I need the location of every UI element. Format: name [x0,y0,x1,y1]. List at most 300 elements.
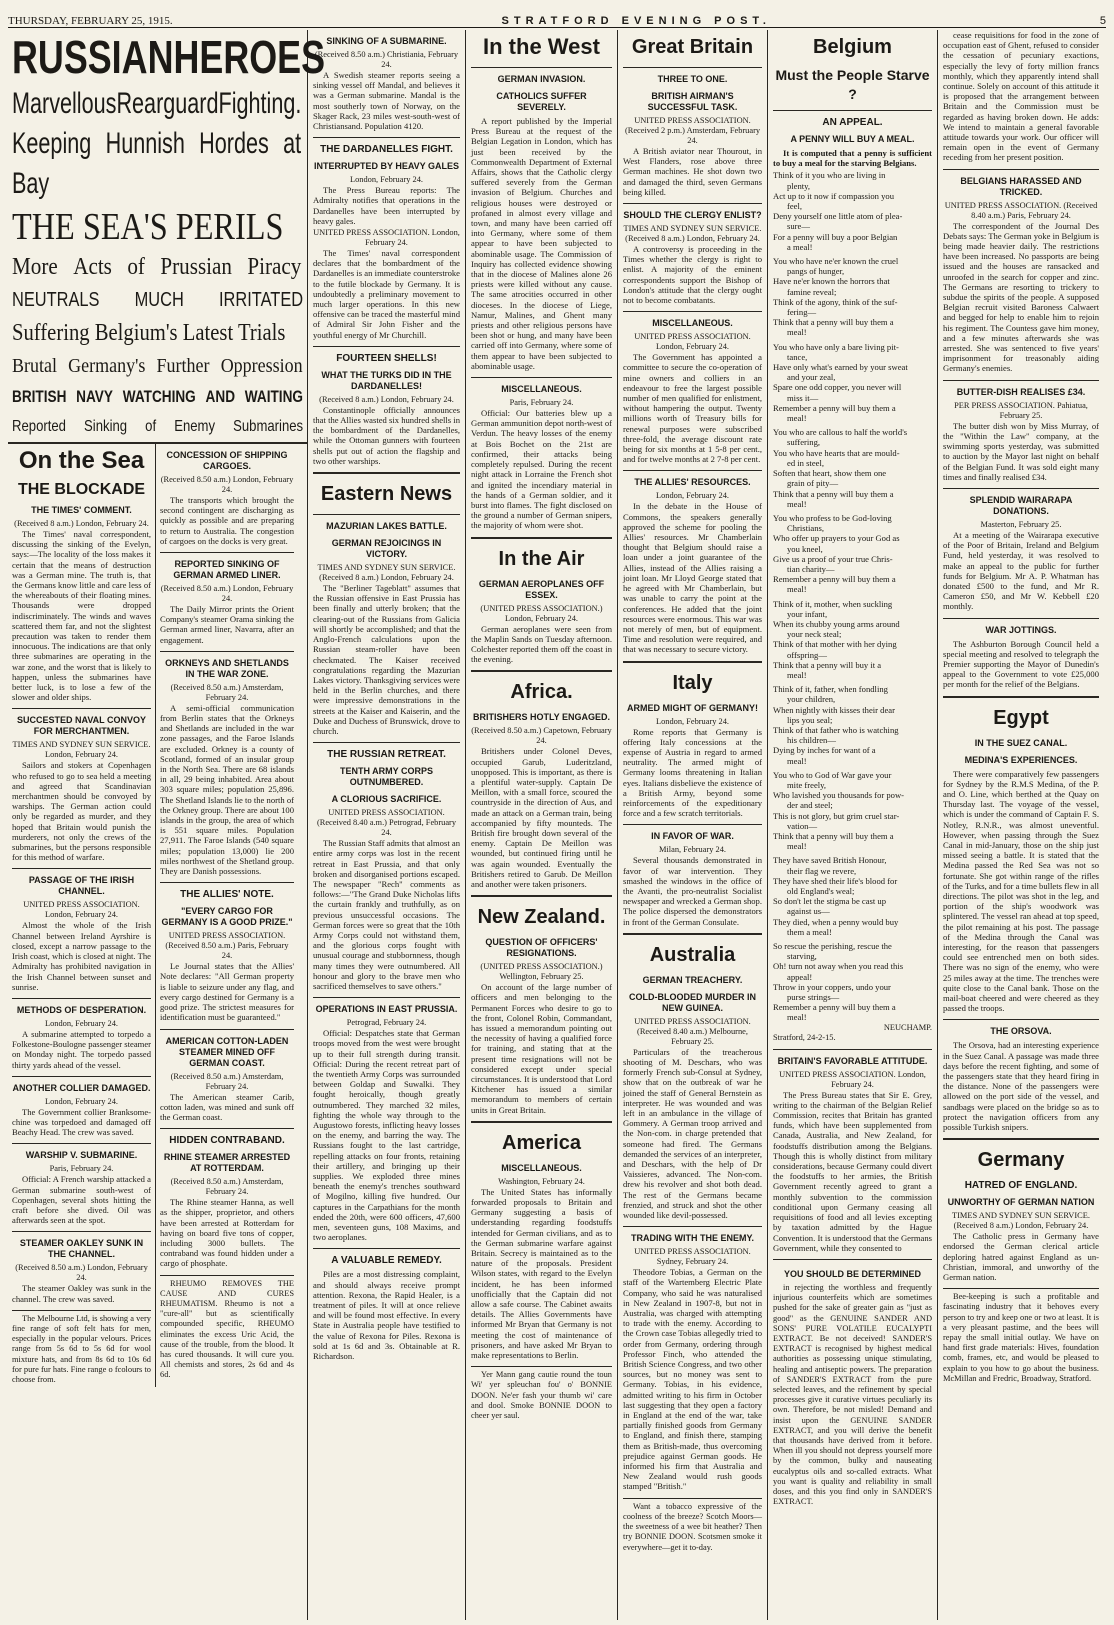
article-body: Constantinople officially announces that the Allies wasted six hundred shells in the bombardment of the Dardanelles, while the Ottoman gunners with fourteen shells put out of action the flagship and two other warships. [313,404,460,466]
article-heading: BUTTER-DISH REALISES £34. [956,386,1086,397]
dateline: (Received 8 a.m.) London, February 24. [319,394,454,404]
poem-line: a meal! [787,241,813,252]
poem-line: Act up to it now if compassion you [773,190,895,201]
article-heading: BRITISHERS HOTLY ENGAGED. [472,712,611,723]
dateline: London, February 24. [44,1096,119,1106]
section-eastern-news: Eastern News [320,483,453,506]
divider [313,1248,460,1249]
poem-dateline: Stratford, 24-2-15. [773,1032,836,1042]
dateline: UNITED PRESS ASSOCIATION. (Received 8.50 a.m.) Paris, February 24. [165,931,289,961]
poem-line: Think of it, father, when fondling [773,684,888,695]
poem-line: Oh! turn not away when you read this [773,961,904,972]
article-heading: SPLENDID WAIRARAPA DONATIONS. [969,494,1073,516]
divider [471,377,612,378]
divider [471,670,612,672]
poem-line: Throw in your coppers, undo your [773,981,891,992]
dateline: (Received 8.50 a.m.) Amsterdam, February 24. [170,1071,284,1091]
article-heading: TRADING WITH THE ENEMY. [631,1233,754,1244]
article-body: The steamer Oakley was sunk in the channel. The crew was saved. [12,1283,151,1304]
article-heading: A PENNY WILL BUY A MEAL. [790,134,915,144]
headline-neutrals: NEUTRALS MUCH IRRITATED [12,289,304,311]
starve-question: Must the People Starve ? [775,67,930,102]
article-heading: WARSHIP V. SUBMARINE. [25,1150,138,1161]
dateline: UNITED PRESS ASSOCIATION. (Received 2 p.m.) Amsterdam, February 24. [624,116,761,145]
dateline: Washington, February 24. [498,1176,585,1186]
divider [623,470,762,471]
article-body: There were comparatively few passengers for Sydney by the R.M.S Medina, of the P. and O. Line, which berthed at the Quay on Thursday last. The voyage of the vessel, which is under the command of Captain F. S. Notley, R.N.R., was almost uneventful. However, when passing through the Suez Canal in mid-January, those on the ship just missed seeing a battle. It is stated that the Medina passed the Red Sea was not so fortunate. She got within range of the rifles of the Turks, and for a time bullets flew in all directions. The pilot was shot in the leg, and portion of the ship's woodwork was splintered. The vessel ran ahead at top speed, the pilot remaining at his post. The passage of the Medina through the Canal was interesting, for the reason that passengers could see entrenched men on both sides. There was no sign of the enemy, who were 25 miles away at the time. The trenches were quite close to the Canal bank. Those on the mail-boat cheered and were cheered as they passed the troops. [943,768,1099,1014]
dateline: Paris, February 24. [509,398,574,408]
poem-line: against us— [787,906,830,917]
divider [160,552,294,553]
article-body: Particulars of the treacherous shooting of M. Deschars, who was formerly French sub-Consul at Sydney, show that on the outbreak of war he joined the staff of General Bernstein as interpreter. He was wounded and was left in an ambulance in the village of Gommery. A German troop arrived and the Non-com. in charge pretended that someone had fired. The Germans demanded the services of an interpreter, and Deschars, with the help of Dr Vaissieres, advanced. The Non-com. drew his revolver and shot both dead. The rest of the Germans became frenzied, and struck and shot the other wounded like devil-possessed. [623,1046,762,1221]
article-heading: THE ALLIES' NOTE. [180,889,274,901]
dateline: (Received 8.50 a.m.) Christiania, February 24. [314,50,459,69]
section-blockade: THE BLOCKADE [17,481,146,498]
article-heading: OPERATIONS IN EAST PRUSSIA. [315,1004,458,1015]
dateline: PER PRESS ASSOCIATION. Pahiatua, February 25. [954,400,1088,420]
dateline: Petrograd, February 24. [346,1018,427,1028]
article-body: A submarine attempted to torpedo a Folkestone-Boulogne passenger steamer on Monday night. The torpedo passed thirty yards ahead of the vessel. [12,1028,151,1070]
section-italy: Italy [672,671,713,694]
article-body: Piles are a most distressing complaint, and should always receive prompt attention. Rexona, the Rapid Healer, is a treatment of piles. It will at once relieve and will be found most effective. In every State in Australia people have testified to the value of Rexona for Piles. Rexona is sold at 1s 6d and 3s. Obtainable at R. Richardson. [313,1269,460,1362]
article-body: Sailors and stokers at Copenhagen who refused to go to sea held a meeting and agreed that Scandinavian merchantmen should be convoyed by warships. The German action could only be regarded as murder, and they hoped that Britain would punish the murderers, not only the crews of the submarines, but the persons responsible for this method of warfare. [12,760,151,863]
article-heading: MISCELLANEOUS. [501,1162,582,1173]
divider [943,380,1099,381]
dateline: TIMES AND SYDNEY SUN SERVICE. (Received 8 a.m.) London, February 24. [952,1211,1090,1231]
poem-line: You who profess to be God-loving [773,512,892,523]
divider [623,1226,762,1227]
article-heading: INTERRUPTED BY HEAVY GALES [313,161,460,172]
divider [12,868,151,869]
column-5 [768,30,938,1620]
column-3 [466,30,618,1620]
article-heading: UNWORTHY OF GERMAN NATION [947,1197,1095,1208]
article-heading: ORKNEYS AND SHETLANDS IN THE WAR ZONE. [165,657,289,679]
masthead [8,6,1106,28]
article-heading: BRITAIN'S FAVORABLE ATTITUDE. [777,1055,928,1066]
article-body: The Press Bureau reports: The Admiralty notifies that operations in the Dardanelles have been interrupted by heavy gales. [313,185,460,226]
appeal-poem [773,170,932,1022]
article-body: Britishers under Colonel Deves, occupied Garub, Luderitzland, unopposed. This is important, as there is a plentiful water-supply. Captain De Meillon, with a small force, scoured the countryside in the direction of Aus, and made an attack on a German train, being accompanied by fifty mounteds. The British fire brought down several of the enemy. Captain De Meillon was wounded, but continued firing until he was again wounded. Eventually the Britishers retired to Garub. De Meillon and another were taken prisoners. [471,746,612,889]
headline-russian-heroes: RUSSIAN HEROES [12,31,326,83]
article-body: The Times' naval correspondent, discussing the sinking of the Evelyn, says:—The locality of the loss makes it certain that the means of destruction was a German mine. The truth is, that the Germans know little and care less of the whereabouts of their floating mines. Thousands were dropped indiscriminately. The winds and waves scattered them far, and not the slightest precaution was taken to render them innocuous. The indications are that only three submarines are operating in the war zone, and the worst that is likely to happen, unless the submarines have better luck, is to lose a few of the slower and older ships. [12,529,151,703]
divider [773,1049,932,1050]
dateline: Masterton, February 25. [980,519,1062,529]
poem-line: You who have ne'er known the cruel [773,256,899,267]
dateline: TIMES AND SYDNEY SUN SERVICE. (Received 8 a.m.) London, February 24. [623,224,762,244]
article-body: The Ashburton Borough Council held a special meeting and resolved to telegraph the Premier supporting the Mayor of Dunedin's appeal to the Government to vote £25,000 per month for the relief of the Belgians. [943,638,1099,690]
divider [943,1138,1099,1140]
poem-line: You who are callous to half the world's [773,427,908,438]
poem-line: Deny yourself one little atom of plea- [773,211,903,222]
article-body: A semi-official communication from Berlin states that the Orkneys and Shetlands are included in the war zone passages, and the Faroe Islands are excluded. Orkney is a county of Scotland, formed of an insular group in the North Sea. There are 68 islands in all, 29 being inhabited. Area about 303 square miles; population 25,896. The Shetland Islands lie to the north of the Orkney group. There are about 100 islands in the group, the area of which is 551 square miles. Population 27,911. The Faroe Islands (540 square miles; population 13,000) lie 200 miles northwest of the Shetland group. They are Danish possessions. [160,702,294,877]
divider [943,618,1099,619]
divider [12,1076,151,1077]
poem-line: Remember a penny will buy them a [773,402,896,413]
article-heading: STEAMER OAKLEY SUNK IN THE CHANNEL. [19,1238,144,1260]
divider [471,895,612,897]
article-body: The Press Bureau states that Sir E. Grey, writing to the chairman of the Belgian Relief Commission, recites that Britain has granted funds, which have been supplemented from Canada, Australia, and New Zealand, for foodstuffs distribution among the Belgians. Though this is wholly distinct from military considerations, because Germany could divert the foodstuffs to her armies, the British Government recently agreed to grant a monthly subvention to the commission conditional upon Germany ceasing all requisitions of food and all levies excepting by taxation admitted by the Hague Convention. It is understood that the Germans Government, while they consented to [773,1089,932,1253]
poem-line: You who have hearts that are mould- [773,447,900,458]
poem-line: meal! [787,755,807,766]
article-heading: THREE TO ONE. [657,74,728,84]
article-heading: SINKING OF A SUBMARINE. [326,36,447,46]
poem-line: They have shed their life's blood for [773,875,898,886]
divider [623,67,762,68]
section-on-the-sea: On the Sea [18,447,145,474]
poem-line: them a meal! [787,926,832,937]
poem-line: miss it— [787,392,819,403]
article-body: Official: Despatches state that German troops moved from the west were brought up to their full strength during transit. Official: During the recent retreat part of the twentieth Army Corps was surrounded between Goldap and Suwalki. They fought heroically, though greatly outnumbered. They marched 32 miles, fighting the whole way through to the Augustowo forests, inflicting heavy losses on the enemy, and barring the way. The Russians fought to the last cartridge, repelling attacks on four fronts, retaining their artillery, and bringing up their supplies. We exploded three mines beneath the enemy's trenches southward of Mogilno, killing five hundred. Our captures in the Carpathians for the month ended the 20th, were 600 officers, 47,600 men, seventeen guns, 108 Maxims, and two aeroplanes. [313,1028,460,1243]
poem-line: offspring— [787,649,827,660]
poem-line: So don't let the stigma be cast up [773,896,887,907]
poem-line: Think that a penny will buy them a [773,317,894,328]
poem-line: You who have only a bare living pit- [773,341,899,352]
columns [8,30,1106,1620]
masthead-title: STRATFORD EVENING POST. [501,15,771,27]
poem-line: tance, [787,351,808,362]
article-heading: SUCCESTED NAVAL CONVOY FOR MERCHANTMEN. [16,715,146,737]
divider [943,696,1099,698]
section-in-the-air: In the Air [498,547,585,570]
column-1-split [8,444,307,1387]
poem-line: and your zeal, [787,372,836,383]
poem-line: your children, [787,694,836,705]
article-heading: QUESTION OF OFFICERS' RESIGNATIONS. [485,937,598,959]
poem-line: meal! [787,498,807,509]
poem-line: Think of it, mother, when suckling [773,598,893,609]
dateline: UNITED PRESS ASSOCIATION. London, February 24. [23,900,140,920]
poem-line: Remember a penny will buy them a [773,574,896,585]
article-heading: AMERICAN COTTON-LADEN STEAMER MINED OFF GERMAN COAST. [165,1035,289,1068]
dateline: TIMES AND SYDNEY SUN SERVICE. (Received 8 a.m.) London, February 24. [317,563,456,583]
poem-line: You who to God of War gave your [773,769,892,780]
dateline: (Received 8.50 a.m.) London, February 24. [160,475,294,494]
divider [12,1143,151,1144]
poem-line: mite freely, [787,779,827,790]
dateline: UNITED PRESS ASSOCIATION. (Received 8.40 a.m.) Paris, February 24. [944,200,1098,220]
poem-line: So rescue the perishing, rescue the [773,941,892,952]
divider [313,472,460,474]
article-heading: PASSAGE OF THE IRISH CHANNEL. [28,875,135,897]
article-body: cease requisitions for food in the zone of occupation east of Ghent, refused to consider the cessation of pecuniary exactions, especially the levy of forty million francs monthly, which they apparently intend shall continue. Solely on account of this attitude it is proposed that the arrangement between Britain and the Commission must be regarded as having broken down. He adds: We intend to maintain a general favorable attitude towards your work. Our officer will remain open in the event of Germany receding from her present position. [943,30,1099,163]
article-heading: THE ORSOVA. [990,1026,1052,1037]
poem-line: you kneel, [787,543,823,554]
article-heading: IN THE SUEZ CANAL. [974,737,1068,748]
article-body: The Catholic press in Germany have endorsed the German clerical article deploring hatred against England as un-Christian, immoral, and unworthy of the German nation. [943,1231,1099,1283]
poem-line: meal! [787,413,807,424]
section-australia: Australia [649,943,736,966]
divider [12,998,151,999]
poem-line: meal! [787,1012,807,1023]
poem-line: Give us a proof of your true Chris- [773,553,893,564]
headline-rearguard: Marvellous Rearguard Fighting. [12,87,302,120]
headline-oppression: Brutal Germany's Further Oppression [12,355,303,377]
advertisement-bonnie-doon: Want a tobacco expressive of the coolness of the breeze? Scotch Moors—the sweetness of a wee bit heather? Then try BONNIE DOON. Scotsmen smoke it everywhere—get it to-day. [623,1498,762,1553]
article-heading: AN APPEAL. [822,117,883,128]
divider [471,67,612,68]
article-body: At a meeting of the Wairarapa executive of the Poor of Britain, Ireland and Belgium Fund, held yesterday, it was resolved to make an appeal to the public for further funds for Belgium. Mr A. P. Whatman has donated £500 to the fund, and Mr R. Cameron £50, and Mr W. Kebbell £20 monthly. [943,529,1099,612]
article-heading: ARMED MIGHT OF GERMANY! [627,702,758,713]
article-body: The Daily Mirror prints the Orient Company's steamer Orama sinking the German armed liner, Navarra, after an engagement. [160,604,294,645]
article-heading: ANOTHER COLLIER DAMAGED. [12,1082,151,1093]
poem-line: pangs of hunger, [787,266,845,277]
article-heading: GERMAN AEROPLANES OFF ESSEX. [478,578,605,600]
poem-line: fering— [787,307,817,318]
section-in-the-west: In the West [483,34,600,59]
divider [160,882,294,883]
article-body: The transports which brought the second contingent are discharging as quickly as possible and are preparing to return to Australia. The congestion of cargoes on the docks is very great. [160,495,294,546]
article-heading: THE RUSSIAN RETREAT. [327,749,446,761]
divider [471,1121,612,1123]
article-heading: MISCELLANEOUS. [652,318,733,329]
article-heading: CATHOLICS SUFFER SEVERELY. [496,91,587,112]
dateline: London, February 24. [655,716,730,726]
poem-line: purse strings— [787,992,840,1003]
dateline: UNITED PRESS ASSOCIATION. (Received 8.40 a.m.) Petrograd, February 24. [316,808,457,838]
poem-line: meal! [787,841,807,852]
poem-line: your infant, [787,608,828,619]
poem-signature: NEUCHAMP. [883,1022,932,1032]
poem-line: Remember a penny will buy them a [773,1002,896,1013]
divider [160,1029,294,1030]
article-heading: MISCELLANEOUS. [501,384,582,395]
article-heading: HATRED OF ENGLAND. [964,1180,1078,1192]
headline-seas-perils: THE SEA'S PERILS [12,206,284,248]
section-great-britain: Great Britain [631,36,754,58]
article-body: Le Journal states that the Allies' Note declares: "All German property is liable to seizure under any flag, and every cargo destined for Germany is a good prize. The strictest measures for identification must be guaranteed." [160,961,294,1023]
article-body: Official: Our batteries blew up a German ammunition depot north-west of Verdun. The heavy losses of the enemy at Bois Bochet on the 21st are confirmed, their attacks being completely repulsed. During the recent night attack in Lorraine the French shot and ignited the incendiary material in the hands of a German soldier, and it burst into flames. The fight disclosed on the ground a number of German snipers, the majority of whom were shot. [471,408,612,531]
poem-line: They died, when a penny would buy [773,916,899,927]
poem-line: your neck steal; [787,629,842,640]
column-1 [8,30,326,1620]
dateline: UNITED PRESS ASSOCIATION. Sydney, February 24. [634,1247,751,1267]
divider [313,346,460,347]
article-heading: CONCESSION OF SHIPPING CARGOES. [166,450,288,471]
masthead-date: THURSDAY, FEBRUARY 25, 1915. [8,15,173,27]
section-egypt: Egypt [993,706,1049,729]
headline-hunnish: Keeping Hunnish Hordes at Bay [12,127,302,200]
poem-line: Think of it you who are living in [773,170,886,181]
article-body: The Government has appointed a committee to secure the co-operation of mine owners and colliers in an endeavour to free the largest possible number of men qualified for enlistment, without hampering the output. Twenty millions worth of Treasury bills for renewal purposes were subscribed three-fold, the average discount rate being for six months at 1 5-8 per cent., and for twelve months at 2 7-8 per cent. [623,352,762,465]
poem-line: Think that a penny will buy them a [773,488,894,499]
dateline: (Received 8.50 a.m.) London, February 24. [15,1263,148,1283]
poem-line: When nightly with kisses their dear [773,704,895,715]
article-heading: IN FAVOR OF WAR. [651,831,734,842]
article-body: The American steamer Carib, cotton laden, was mined and sunk off the German coast. [160,1091,294,1122]
banner-headlines [8,30,326,444]
poem-line: Soften that heart, show them one [773,468,887,479]
poem-line: When its chubby young arms around [773,618,900,629]
poem-line: They have saved British Honour, [773,855,887,866]
article-body: A report published by the Imperial Press Bureau at the request of the Belgian Legation in London, which has just been received by the Commonwealth Department of External Affairs, shows that the Catholic clergy suffered severely from the German invasion of Belgium. Churches and religious houses were destroyed or profaned in almost every village and town, and many have been carried off into Germany, where some of them appear to have been subjected to abominable usage. The Commission of Inquiry has collected evidence showing that in the diocese of Malines alone 26 priests were killed without any cause. The same atrocities occurred in other dioceses. In the diocese of Liege, Namur, Malines, and Ghent many priests and other religious persons have been shot or hung, and many have been carried off into Germany, where some of them appear to have been subjected to abominable usage. [471,116,612,371]
article-heading: FOURTEEN SHELLS! [336,352,437,364]
article-heading: A CLORIOUS SACRIFICE. [331,794,442,805]
poem-line: plenty, [787,180,811,191]
poem-line: Think of that mother with her dying [773,639,897,650]
article-body: Almost the whole of the Irish Channel between Ireland Ayrshire is closed, except a narrow passage to the Irish coast, which is closed at night. The Admiralty has prohibited navigation in the Irish Channel between sunset and sunrise. [12,920,151,992]
advertisement: The Melbourne Ltd, is showing a very fine range of soft felt hats for men, especially in the popular velours. Prices range from 5s 6d to 5s 6d for wool mixture hats, and from 8s 6d to 10s 6d for pure fur hats. Fine range o fcolours to choose from. [12,1310,151,1385]
article-heading: BRITISH AIRMAN'S SUCCESSFUL TASK. [647,91,738,112]
article-body: The "Berliner Tageblatt" assumes that the Russian offensive in East Prussia has been finally and utterly broken; that the clearing-out of the Russians from Galicia will shortly be accomplished; and that the Anglo-French calculations upon the Russian steam-roller have been checkmated. The Kaiser received congratulations regarding the Mazurian Lakes victory. Thanksgiving services were held in the Berlin churches, and there were impressive demonstrations in the streets at the Kaiser and Kaiserin, and the Duke and Duchess of Brunswick, drove to church. [313,583,460,736]
dateline: UNITED PRESS ASSOCIATION. London, February 24. [313,228,460,248]
poem-line: famine reveal; [787,286,837,297]
divider [12,708,151,709]
headline-submarines: Reported Sinking of Enemy Submarines [12,418,304,435]
article-body: A Swedish steamer reports seeing a sinking vessel off Mandal, and believes it was a German submarine. Mandal is the most southerly town of Norway, on the Skager Rack, 23 miles west-south-west of Christiansand. Population 4120. [313,70,460,132]
poem-line: Who lavished you thousands for pow- [773,790,905,801]
article-body: The United States has informally forwarded proposals to Britain and Germany suggesting a basis of understanding regarding foodstuffs intended for German civilians, and as to the German submarine warfare against Britain. Secrecy is maintained as to the nature of the proposals. President Wilson states, with regard to the Evelyn incident, he has been informed unofficially that the Captain did not allow a safe course. The Cabinet awaits details. The Allies Governments have informed Mr Bryan that Germany is not meeting the cost of maintenance of prisoners, and have asked Mr Bryan to make representations to Berlin. [471,1186,612,1361]
divider [471,537,612,539]
page-number: 5 [1099,15,1106,27]
article-heading: "EVERY CARGO FOR GERMANY IS A GOOD PRIZE." [161,906,293,928]
dateline: Paris, February 24. [49,1164,114,1174]
poem-line: Spare one odd copper, you never will [773,382,902,393]
article-body: A British aviator near Thourout, in West Flanders, rose above three German machines. He shot down two and damaged the third, seven Germans being killed. [623,146,762,197]
poem-line: meal! [787,669,807,680]
poem-line: Who offer up prayers to your God as [773,533,900,544]
divider [160,651,294,652]
poem-line: Think that a penny will buy them a [773,831,894,841]
poem-line: meal! [787,327,807,338]
divider [623,661,762,663]
poem-line: Have ne'er known the horrors that [773,276,890,287]
poem-line: feel, [787,201,803,212]
article-body: Rome reports that Germany is offering Italy concessions at the expense of Austria in regard to armed neutrality. The armed might of Germany looms threatening in Italian eyes. Italians disbelieve the existence of a British Army, beyond some reinforcements of the expeditionary force and a few scratch territorials. [623,726,762,819]
article-heading: A VALUABLE REMEDY. [331,1255,442,1267]
dateline: (Received 8.50 a.m.) Capetown, February 24. [471,726,612,746]
divider [313,137,460,138]
divider [773,110,932,111]
poem-line: his children— [787,735,836,746]
dateline: London, February 24. [44,1018,119,1028]
poem-line: For a penny will buy a poor Belgian [773,231,898,242]
divider [623,933,762,935]
column-4 [618,30,768,1620]
article-heading: THE ALLIES' RESOURCES. [634,477,751,488]
poem-line: appeal! [787,971,813,982]
dateline: UNITED PRESS ASSOCIATION. London, February 24. [634,332,751,352]
poem-line: starving, [787,951,817,962]
headline-belgium-trials: Suffering Belgium's Latest Trials [12,320,286,346]
dateline: UNITED PRESS ASSOCIATION. (Received 8.40 a.m.) Melbourne, February 25. [634,1016,751,1046]
column-6 [938,30,1104,1620]
dateline: London, February 24. [349,175,424,185]
dateline: London, February 24. [655,491,730,501]
column-1a [8,444,156,1387]
poem-line: vation— [787,820,818,831]
article-body: Official: A French warship attacked a German submarine south-west of Copenhagen, several shots hitting the craft before she dived. Oil was afterwards seen at the spot. [12,1174,151,1226]
advertisement-sanders: YOU SHOULD BE DETERMINED in rejecting the worthless and frequently injurious counterfeits which are sometimes pushed for the sake of greater gain as "just as good" as the GENUINE SANDER AND SONS' PURE VOLATILE EUCALYPTI EXTRACT. Be not deceived! SANDER'S EXTRACT is recognised by highest medical authorities as possessing unique stimulating, healing and antiseptic powers. The preparation of SANDER'S EXTRACT from the pure selected leaves, and the refinement by special processes give it curative virtues peculiarly its own. Therefore, be not misled! Demand and insist upon the GENUINE SANDER EXTRACT, and you will derive the benefit that thousands have derived from it before. When ill you should not depress yourself more by the common, bulky and nauseating eucalyptus oils and so-called extracts. What you want is quality and reliability in small doses, and this you find only in SANDER'S EXTRACT. [773,1259,932,1507]
poem-line: Think that a penny will buy it a [773,659,882,670]
article-heading: SHOULD THE CLERGY ENLIST? [623,210,762,221]
poem-line: Think of that father who is watching [773,724,899,735]
dateline: (UNITED PRESS ASSOCIATION.) Wellington, February 25. [480,962,603,982]
poem-line: lips you seal; [787,714,833,725]
poem-line: old England's weal; [787,886,855,897]
advertisement-rheumo: RHEUMO REMOVES THE CAUSE AND CURES RHEUMATISM. Rheumo is not a "cure-all" but as scientifically compounded specific, RHEUMO eliminates the excess Uric Acid, the cause of the trouble, from the blood. It has cured thousands. It will cure you. All chemists and stores, 2s 6d and 4s 6d. [160,1275,294,1381]
column-1b [156,444,298,1387]
article-body: The Rhine steamer Hanna, as well as the shipper, proprietor, and others have been arrested at Rotterdam for having on board five tons of copper, including 3000 bullets. The contraband was found hidden under a cargo of phosphate. [160,1197,294,1269]
article-body: In the debate in the House of Commons, the speakers generally approved the scheme for pooling the Allies' resources. Mr Chamberlain thought that Belgium should raise a loan under a joint guarantee of the Allies, instead of the Allies raising a joint loan. Mr Lloyd George stated that he agreed with Mr Chamberlain, but was unable to carry the point at the conferences. He added that the joint resources were enormous. This war was not merely of men, but of equipment. Time and resolution were required, and that was necessary to secure victory. [623,501,762,655]
article-body: The correspondent of the Journal Des Debats says: The German yoke in Belgium is being made heavier daily. The restrictions have been increased. No passports are being issued and the houses are ransacked and unroofed in the search for copper and zinc. The Germans are resorting to trickery to subdue the spirits of the people. A supposed Belgian recruit visited Baroness Calwaert and begged for help to enable him to rejoin his regiment. The Countess gave him money, and a few minutes afterwards she was arrested. She was sentenced to five years' imprisonment for treasonably aiding Germany's enemies. [943,220,1099,374]
poem-line: Christians, [787,523,825,534]
headline-piracy: More Acts of Prussian Piracy [12,254,302,280]
divider [623,824,762,825]
dateline: TIMES AND SYDNEY SUN SERVICE. London, February 24. [12,740,151,760]
dateline: (UNITED PRESS ASSOCIATION.) London, February 24. [480,603,603,623]
poem-line: sure— [787,221,810,232]
divider [313,514,460,515]
article-heading: THE DARDANELLES FIGHT. [320,144,453,156]
poem-line: suffering, [787,437,821,448]
poem-line: Think of the agony, think of the suf- [773,296,898,307]
poem-line: their flag we revere, [787,865,857,876]
divider [623,203,762,204]
divider [160,1128,294,1129]
section-belgium: Belgium [813,36,892,58]
column-2 [308,30,466,1620]
divider [313,742,460,743]
article-body: The Russian Staff admits that almost an entire army corps was lost in the recent retreat in East Prussia, and that only broken and disorganised portions escaped. The newspaper "Rech" comments as follows:—"The Grand Duke Nicholas lifts the curtain frankly and truthfully, as on previous unsuccessful occasions. The German forces were so great that the 10th Army Corps could not withstand them, and the glorious corps fought with unusual courage and stubbornness, though many times they were outnumbered. All honour and glory to the brave men who sacrificed themselves to save others." [313,838,460,991]
divider [943,488,1099,489]
divider [12,1231,151,1232]
article-heading: BELGIANS HARASSED AND TRICKED. [960,175,1082,197]
poem-line: tian charity— [787,563,835,574]
article-body: The Times' naval correspondent declares that the bombardment of the Dardanelles is an immediate counterstroke to the futile blockade by Germany. It is undoubtedly a preliminary movement to much larger operations. In this new offensive can be traced the masterful mind of Admiral Sir John Fisher and the youthful energy of Mr Churchill. [313,248,460,340]
article-heading: GERMAN REJOICINGS IN VICTORY. [331,538,442,560]
article-body: It is computed that a penny is sufficient to buy a meal for the starving Belgians. [773,148,932,169]
divider [623,311,762,312]
poem-line: Have only what's earned by your sweat [773,362,908,373]
dateline: (Received 8.50 a.m.) Amsterdam, February 24. [170,1177,284,1197]
advertisement-bee-keeping: Bee-keeping is such a profitable and fascinating industry that it behoves every person to try and keep one or two at least. It is a very pleasant pastime, and the bees will repay the small initial outlay. We have on hand first grade materials: Hives, foundation comb, frames, etc, and would be pleased to explain to you how to go about the business. McMillan and Fredric, Broadway, Stratford. [943,1288,1099,1384]
divider [943,169,1099,170]
article-heading: WAR JOTTINGS. [985,624,1057,635]
poem-line: Dying by inches for want of a [773,745,876,756]
dateline: Milan, February 24. [659,845,726,855]
article-body: On account of the large number of officers and men belonging to the Permanent Forces who desire to go to the front, Colonel Robin, Commandant, has issued a memorandum pointing out the necessity of having a qualified force for training, and stating that at the present time resignations will not be considered except under special circumstances. It is understood that Lord Kitchener has issued a similar memorandum to members of certain units in Great Britain. [471,982,612,1115]
article-body: The butter dish won by Miss Murray, of the "Within the Law" company, at the swimming sports yesterday, was submitted to auction by the Mayor last night on behalf of the Belgian Fund. It was sold eight many times and finally realised £34. [943,420,1099,482]
section-africa: Africa. [510,681,573,704]
section-germany: Germany [977,1149,1065,1172]
poem-line: grain of pity— [787,478,839,489]
article-heading: WHAT THE TURKS DID IN THE DARDANELLES! [321,369,452,391]
article-heading: MEDINA'S EXPERIENCES. [964,754,1078,765]
article-heading: MAZURIAN LAKES BATTLE. [326,521,447,532]
advertisement-bonnie-doon: Yer Mann gang cautie round the toun Wi' yer spleuchan fou' o' BONNIE DOON. Ne'er fash your thumb wi' care and dool. Smoke BONNIE DOON to cheer yer saul. [471,1366,612,1421]
article-body: The Orsova, had an interesting experience in the Suez Canal. A passage was made three days before the recent fighting, and some of the passengers state that they heard firing in the distance. None of the passengers were allowed on the port side of the vessel, and sandbags were placed on the bridge so as to protect the navigation officers from any possible Turkish snipers. [943,1040,1099,1133]
article-heading: REPORTED SINKING OF GERMAN ARMED LINER. [173,559,281,581]
poem-line: This is not glory, but grim cruel star- [773,810,900,821]
dateline: (Received 8 a.m.) London, February 24. [14,519,149,528]
article-heading: THE TIMES' COMMENT. [31,505,132,515]
dateline: (Received 8.50 a.m.) London, February 24. [160,584,294,604]
dateline: (Received 8.50 a.m.) Amsterdam, February 24. [170,682,284,702]
poem-line: der and steel; [787,800,833,811]
section-america: America [502,1131,581,1154]
dateline: UNITED PRESS ASSOCIATION. London, February 24. [779,1069,926,1089]
article-heading: COLD-BLOODED MURDER IN NEW GUINEA. [629,991,756,1013]
article-heading: GERMAN TREACHERY. [642,974,743,985]
headline-navy-waiting: BRITISH NAVY WATCHING AND WAITING [12,387,303,406]
article-heading: TENTH ARMY CORPS OUTNUMBERED. [339,766,433,788]
article-heading: HIDDEN CONTRABAND. [169,1135,285,1147]
divider [313,997,460,998]
article-body: Theodore Tobias, a German on the staff of the Wartemberg Electric Plate Company, who said he was naturalised in New Zealand in 1907-8, but not in Australia, was charged with attempting to trade with the enemy. According to the Crown case Tobias allegedly tried to order from Germany, ordering through Professor Finch, who attended the British Science Congress, and two other sources, but no money was sent to Germany. Tobias, in his evidence, admitted writing to his firm in October last suggesting that they open a factory in England at the end of the war, take partially finished goods from Germany to England, and finish there, stamping them as British-made, thus overcoming prejudice against German goods. He informed his firm that Australia and New Zealand would rush goods stamped "British." [623,1267,762,1492]
article-body: The Government collier Branksome-chine was torpedoed and damaged off Beachy Head. The crew was saved. [12,1106,151,1138]
poem-line: meal! [787,584,807,595]
